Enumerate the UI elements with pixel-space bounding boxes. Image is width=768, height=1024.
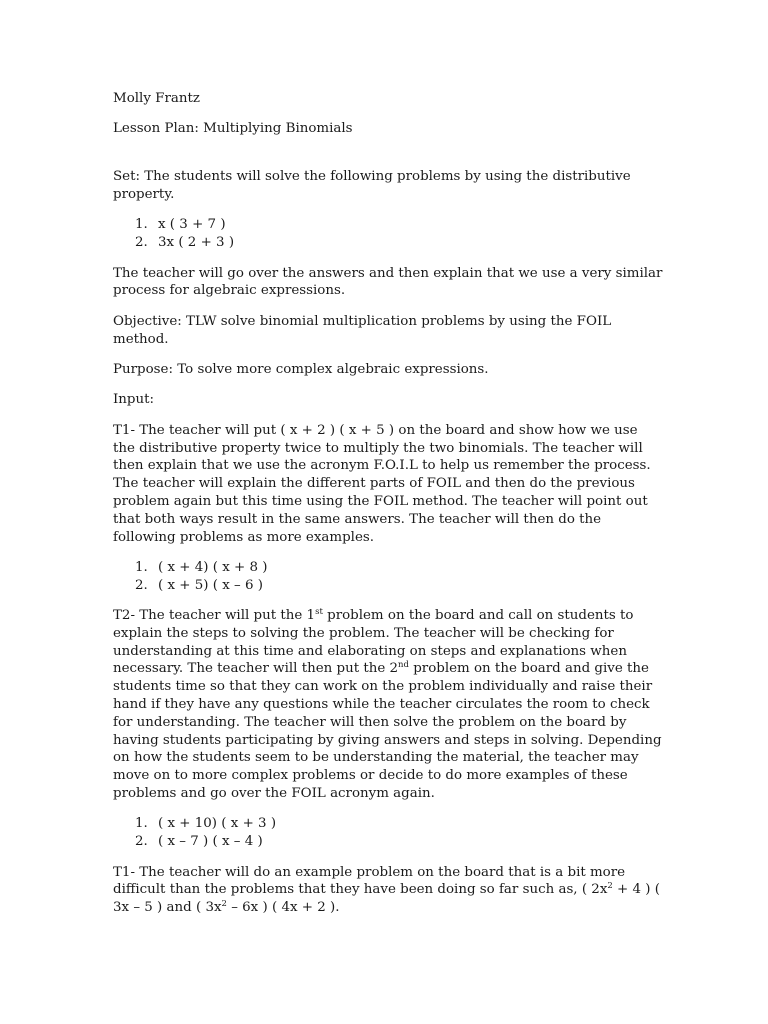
t1-extension-text-part: – 6x ) ( 4x + 2 ). <box>226 900 340 916</box>
problem-text: ( x + 10) ( x + 3 ) <box>158 816 277 832</box>
t2-text-part: T2- The teacher will put the 1 <box>113 608 316 624</box>
list-number: 1. <box>135 816 148 832</box>
problem-text: ( x + 4) ( x + 8 ) <box>158 559 268 575</box>
exponent-superscript: 2 <box>607 881 613 892</box>
list-number: 1. <box>135 559 148 575</box>
t1-extension-text-part: T1- The teacher will do an example problem on the board that is a bit more difficult than the problems that they have been doing so far such as, ( 2x <box>113 864 626 898</box>
input-label: Input: <box>113 392 155 408</box>
list-item <box>113 234 663 252</box>
t1-problem-list <box>113 559 663 595</box>
list-item <box>113 577 663 595</box>
lesson-title: Lesson Plan: Multiplying Binomials <box>113 121 353 137</box>
t2-text-part: problem on the board and give the students time so that they can work on the problem individually and raise their hand if they have any questions while the teacher circulates the room to check for understanding. The teacher will then solve the problem on the board by having students participating by giving answers and steps in solving. Depending on how the students seem to be understanding the material, the teacher may move on to more complex problems or decide to do more examples of these problems and go over the FOIL acronym again. <box>113 661 662 802</box>
set-paragraph: Set: The students will solve the following problems by using the distributive property. <box>113 169 631 202</box>
list-number: 2. <box>135 577 148 593</box>
problem-text: 3x ( 2 + 3 ) <box>158 235 235 251</box>
set-problem-list <box>113 216 663 252</box>
ordinal-superscript: st <box>315 607 323 618</box>
document-page <box>113 90 663 917</box>
list-number: 2. <box>135 834 148 850</box>
objective-paragraph: Objective: TLW solve binomial multiplication problems by using the FOIL method. <box>113 313 612 347</box>
t2-problem-list <box>113 815 663 851</box>
list-number: 1. <box>135 217 148 233</box>
t1-extension-text-part: + 4 ) ( 3x – 5 ) and ( 3x <box>113 882 661 916</box>
list-item <box>113 815 663 833</box>
review-paragraph: The teacher will go over the answers and then explain that we use a very similar process for algebraic expressions. <box>113 265 663 299</box>
list-item <box>113 559 663 577</box>
t2-paragraph <box>113 607 663 803</box>
t1-extension-paragraph <box>113 864 663 917</box>
problem-text: ( x – 7 ) ( x – 4 ) <box>158 834 263 850</box>
exponent-superscript: 2 <box>221 899 227 910</box>
t1-paragraph: T1- The teacher will put ( x + 2 ) ( x + 5 ) on the board and show how we use the distributive property twice to multiply the two binomials. The teacher will then explain that we use the acronym F.O.I.L to help us remember the process. The teacher will explain the different parts of FOIL and then do the previous problem again but this time using the FOIL method. The teacher will point out that both ways result in the same answers. The teacher will then do the following problems as more examples. <box>113 422 651 545</box>
t2-text-part: problem on the board and call on students to explain the steps to solving the problem. The teacher will be checking for understanding at this time and elaborating on steps and explanations when necessary. The teacher will then put the 2 <box>113 608 634 677</box>
list-number: 2. <box>135 235 148 251</box>
purpose-paragraph: Purpose: To solve more complex algebraic expressions. <box>113 361 489 377</box>
list-item <box>113 833 663 851</box>
problem-text: x ( 3 + 7 ) <box>158 217 226 233</box>
ordinal-superscript: nd <box>398 660 409 671</box>
problem-text: ( x + 5) ( x – 6 ) <box>158 577 264 593</box>
author-name: Molly Frantz <box>113 91 200 106</box>
list-item <box>113 216 663 234</box>
